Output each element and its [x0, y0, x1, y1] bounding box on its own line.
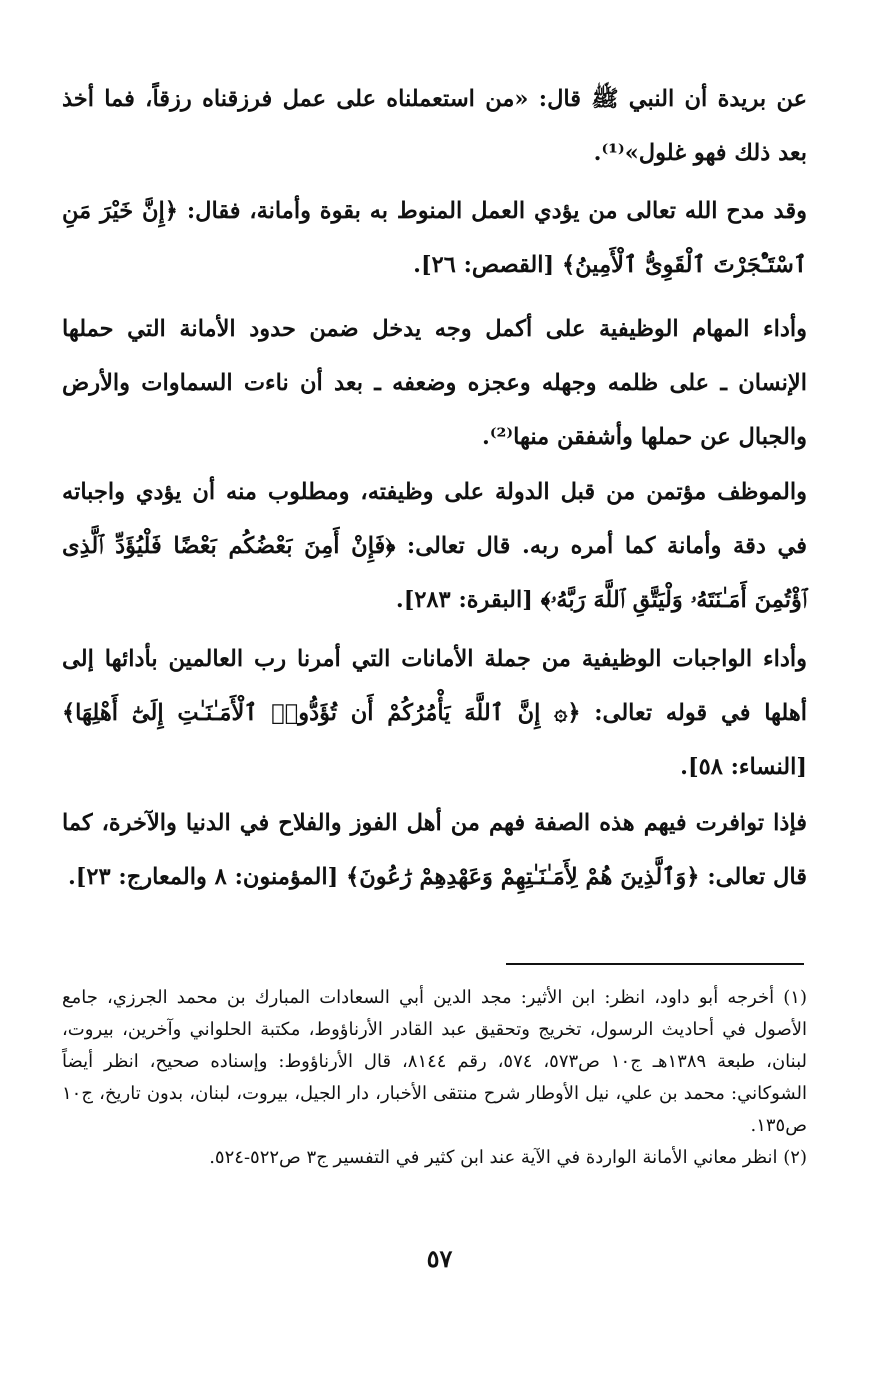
- footnote-2: (٢) انظر معاني الأمانة الواردة في الآية عند ابن كثير في التفسير ج٣ ص٥٢٢-٥٢٤.: [209, 1147, 807, 1168]
- footnote-1: (١) أخرجه أبو داود، انظر: ابن الأثير: مجد الدين أبي السعادات المبارك بن محمد الجرزي، جامع الأصول في أحاديث الرسول، تخريج وتحقيق عبد القادر الأرناؤوط، مكتبة الحلواني وآخرين، بيروت، لبنان، طبعة ١٣٨٩هـ ج١٠ ص٥٧٣، ٥٧٤، رقم ٨١٤٤، قال الأرناؤوط: وإسناده صحيح، انظر أيضاً الشوكاني: محمد بن علي، نيل الأوطار شرح منتقى الأخبار، دار الجيل، بيروت، لبنان، بدون تاريخ، ج١٠ ص١٣٥.: [62, 987, 807, 1136]
- footnotes: [62, 982, 807, 1174]
- paragraph-duties-trusts: وأداء الواجبات الوظيفية من جملة الأمانات التي أمرنا رب العالمين بأدائها إلى أهلها في قوله تعالى: ﴿۞ إِنَّ ٱللَّهَ يَأْمُرُكُمْ أَن تُؤَدُّوا۟ ٱلْأَمَـٰنَـٰتِ إِلَىٰٓ أَهْلِهَا﴾ [النساء: ٥٨].: [62, 646, 807, 780]
- paragraph-employee-trusted: والموظف مؤتمن من قبل الدولة على وظيفته، ومطلوب منه أن يؤدي واجباته في دقة وأمانة كما أمره ربه. قال تعالى: ﴿فَإِنْ أَمِنَ بَعْضُكُم بَعْضًا فَلْيُؤَدِّ ٱلَّذِى ٱؤْتُمِنَ أَمَـٰنَتَهُۥ وَلْيَتَّقِ ٱللَّهَ رَبَّهُۥ﴾ [البقرة: ٢٨٣].: [62, 479, 807, 613]
- page-number: ٥٧: [426, 1244, 453, 1273]
- paragraph-success: فإذا توافرت فيهم هذه الصفة فهم من أهل الفوز والفلاح في الدنيا والآخرة، كما قال تعالى: ﴿وَٱلَّذِينَ هُمْ لِأَمَـٰنَـٰتِهِمْ وَعَهْدِهِمْ رَٰعُونَ﴾ [المؤمنون: ٨ والمعارج: ٢٣].: [62, 810, 807, 890]
- paragraph-duties-amanah: وأداء المهام الوظيفية على أكمل وجه يدخل ضمن حدود الأمانة التي حملها الإنسان ـ على ظلمه وجهله وعجزه وضعفه ـ بعد أن ناءت السماوات والأرض والجبال عن حملها وأشفقن منها⁽²⁾.: [62, 316, 807, 450]
- paragraph-hadith-buraida: عن بريدة أن النبي ﷺ قال: «من استعملناه على عمل فرزقناه رزقاً، فما أخذ بعد ذلك فهو غلول»⁽¹⁾.: [62, 86, 807, 166]
- footnote-separator: [506, 963, 804, 965]
- paragraph-strength-trust: وقد مدح الله تعالى من يؤدي العمل المنوط به بقوة وأمانة، فقال: ﴿إِنَّ خَيْرَ مَنِ ٱسْتَـْٔجَرْتَ ٱلْقَوِىُّ ٱلْأَمِينُ﴾ [القصص: ٢٦].: [62, 198, 807, 278]
